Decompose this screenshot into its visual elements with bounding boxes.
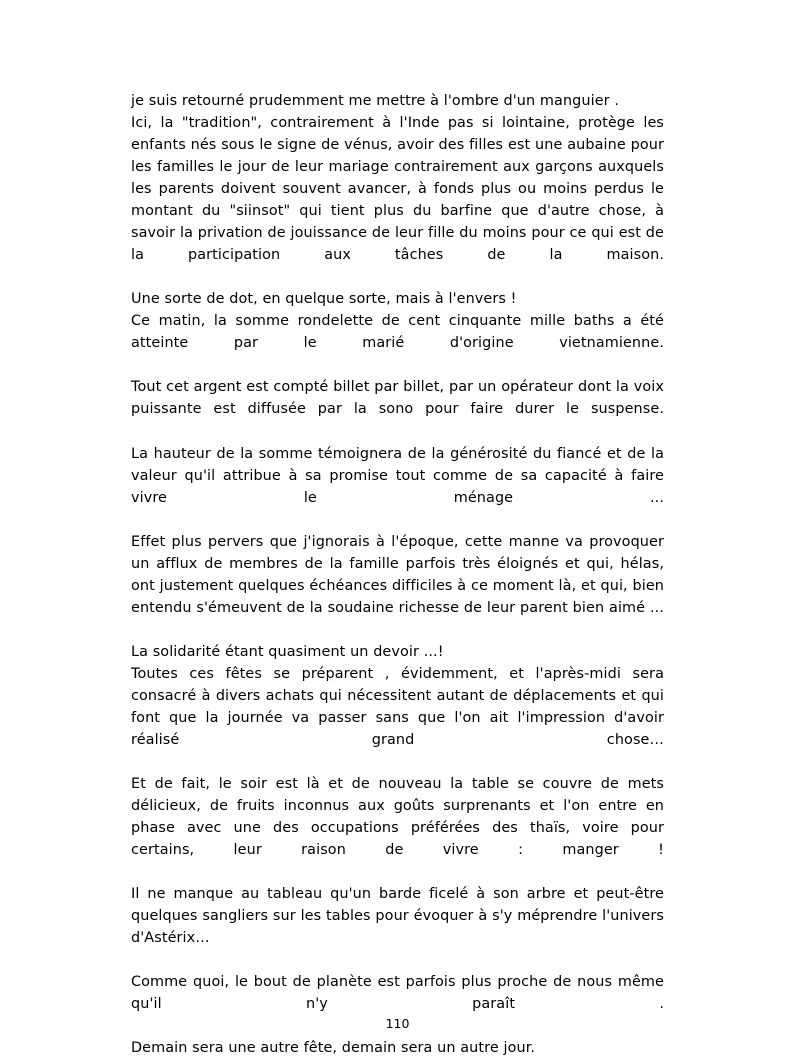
paragraph: Comme quoi, le bout de planète est parfois plus proche de nous même qu'il n'y paraît . bbox=[131, 974, 664, 1013]
paragraph: Effet plus pervers que j'ignorais à l'époque, cette manne va provoquer un afflux de membres de la famille parfois très éloignés et qui, hélas, ont justement quelques échéances difficiles à ce moment là, et qui, bien entendu s'émeuvent de la soudaine richesse de leur parent bien aimé ... bbox=[131, 533, 664, 616]
paragraph: Et de fait, le soir est là et de nouveau la table se couvre de mets délicieux, de fruits inconnus aux goûts surprenants et l'on entre en phase avec une des occupations préférées des thaïs, voire pour certains, leur raison de vivre : manger ! bbox=[131, 775, 664, 859]
paragraph: Ici, la "tradition", contrairement à l'Inde pas si lointaine, protège les enfants nés sous le signe de vénus, avoir des filles est une aubaine pour les familles le jour de leur mariage contrairement aux garçons auxquels les parents doivent souvent avancer, à fonds plus ou moins perdus le montant du "siinsot" qui tient plus du barfine que d'autre chose, à savoir la privation de jouissance de leur fille du moins pour ce qui est de la participation aux tâches de la maison. bbox=[131, 115, 664, 264]
paragraph: Toutes ces fêtes se préparent , évidemment, et l'après-midi sera consacré à divers achats qui nécessitent autant de déplacements et qui font que la journée va passer sans que l'on ait l'impression d'avoir réalisé grand chose… bbox=[131, 665, 664, 748]
paragraph: Il ne manque au tableau qu'un barde ficelé à son arbre et peut-être quelques sangliers sur les tables pour évoquer à s'y méprendre l'univers d'Astérix… bbox=[131, 886, 664, 947]
paragraph: La solidarité étant quasiment un devoir ...! bbox=[131, 643, 444, 660]
paragraph: Tout cet argent est compté billet par billet, par un opérateur dont la voix puissante est diffusée par la sono pour faire durer le suspense. bbox=[131, 379, 664, 418]
paragraph: Ce matin, la somme rondelette de cent cinquante mille baths a été atteinte par le marié d'origine vietnamienne. bbox=[131, 313, 664, 352]
paragraph: Demain sera une autre fête, demain sera un autre jour. bbox=[131, 1040, 536, 1057]
paragraph: La hauteur de la somme témoignera de la générosité du fiancé et de la valeur qu'il attribue à sa promise tout comme de sa capacité à faire vivre le ménage ... bbox=[131, 445, 664, 506]
page-number: 110 bbox=[385, 1016, 410, 1031]
paragraph: je suis retourné prudemment me mettre à l'ombre d'un manguier . bbox=[131, 93, 620, 109]
paragraph: Une sorte de dot, en quelque sorte, mais à l'envers ! bbox=[131, 291, 517, 308]
page-body-text bbox=[131, 90, 664, 1059]
